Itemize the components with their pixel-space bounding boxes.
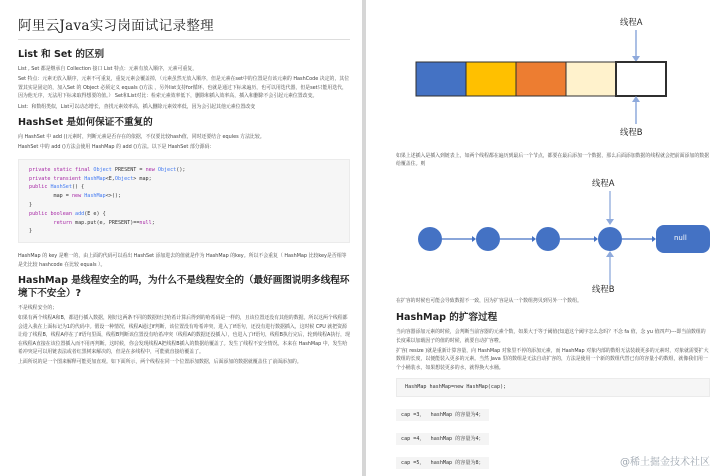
array-diagram <box>396 6 710 146</box>
paragraph: 在扩容的时候也可能会导致数据不一致，因为扩容是从一个数组拷贝到另外一个数组。 <box>396 297 582 304</box>
right-page <box>366 0 720 476</box>
code-line: public HashSet() { <box>29 184 85 191</box>
capacity-line: cap =4， hashMap 的容量为4； <box>396 433 489 445</box>
array-cell-4 <box>566 62 616 96</box>
capacity-line: cap =3， hashMap 的容量为4； <box>396 409 489 421</box>
section-heading-hashset: HashSet 是如何保证不重复的 <box>18 117 153 129</box>
code-line: private static final Object PRESENT = new Object(); <box>29 166 186 173</box>
code-block-hashset <box>18 159 350 243</box>
paragraph: 向 HashSet 中 add ()元素时，判断元素是否存在的依据，不仅要比较hash值，同时还要结合 equles 方法比较。 <box>18 134 265 141</box>
code-line: map = new HashMap<>(); <box>29 193 122 200</box>
thread-b-label: 线程B <box>592 283 615 294</box>
link-3-head <box>594 236 598 242</box>
capacity-line: cap =5， hashMap 的容量为8； <box>396 457 489 469</box>
section-heading-hashmap-safety: HashMap 是线程安全的吗，为什么不是线程安全的（最好画图说明多线程环境下不安全）? <box>18 275 350 300</box>
thread-a-label: 线程A <box>620 17 643 27</box>
list-node-2 <box>476 227 500 251</box>
array-cell-5 <box>616 62 666 96</box>
array-cell-3 <box>516 62 566 96</box>
code-line: } <box>29 202 33 209</box>
paragraph: 如果有两个线程A和B，都进行插入数据，刚好这两条不同的数据经过哈希计算后得到的哈希码是一样的，且该位置还没有其他的数据。所以这两个线程都会进入我在上面标记为1的代码中。假设一种情况，线程A通过if判断，该位置没有哈希冲突，进入了if语句，还没有进行数据插入，这时候 CPU 就把资源让给了线程B，线程A停在了if语句里面，线程B判断该位置没有哈希冲突（线程A的数据还没插入），也进入了if语句，线程B执行完后，轮到线程A执行，现在线程A直接在该位置插入而不用再判断。这时候，你会发现线程A把线程B插入的数据给覆盖了。发生了线程不安全情况。本来在 HashMap 中，发生哈希冲突是可以用链表法或者红黑树来解决的，但是在多线程中，可能就直接给覆盖了。 <box>18 315 350 356</box>
paragraph: 不是线程安全的； <box>18 305 58 312</box>
paragraph: HashMap 的 key 是唯一的，由上面的代码可以看出 HashSet 添加进去的值就是作为 HashMap 的key。所以不会重复（ HashMap 比较key是否相等是先比较 hashcode 在比较 equals ）。 <box>18 253 347 268</box>
array-cell-2 <box>466 62 516 96</box>
array-cell-1 <box>416 62 466 96</box>
arrow-a-head <box>606 219 614 225</box>
paragraph: List：和数组类似，List可以动态增长，查找元素效率高，插入删除元素效率低，因为会引起其他元素位置改变 <box>18 103 256 110</box>
array-diagram-svg <box>396 6 716 146</box>
paragraph: 如果上述插入是插入到链表上，如两个线程都在遍历到最后一个节点，都要在最后添加一个数据，那么后面添加数据的线程就会把前面添加的数据给覆盖住。则 <box>396 153 710 168</box>
code-line: return map.put(e, PRESENT)==null; <box>53 219 155 226</box>
paragraph: HashSet 中的 add ()方法会使用 HashMap 的 add ()方法。以下是 HashSet 部分源码： <box>18 144 215 151</box>
link-4-head <box>652 236 656 242</box>
code-line: private transient HashMap<E,Object> map; <box>29 175 152 182</box>
null-label: null <box>674 233 687 242</box>
watermark-text: @稀土掘金技术社区 <box>620 457 710 468</box>
link-1-head <box>472 236 476 242</box>
linked-list-svg <box>396 173 716 295</box>
thread-a-label: 线程A <box>592 177 615 188</box>
paragraph: Set 特点：元素无放入顺序，元素不可重复，重复元素会覆盖掉，（元素虽然无放入顺序，但是元素在set中的位置是有该元素的 HashCode 决定的，其位置其实是固定的，加入Set 的 Object 必须定义 equals ()方法 ，另外list支持for循环，也就是通过下标来遍历，也可以用迭代器，但是set只能用迭代，因为他无序，无法用下标来取得想要的值。） Set和List对比：检索元素效率低下，删除和插入效率高，插入和删除不会引起元素位置改变。 <box>18 76 350 100</box>
code-line: HashMap hashMap=new HashMap(cap); <box>405 384 507 391</box>
linked-list-diagram <box>396 173 710 295</box>
watermark <box>620 453 710 468</box>
code-line: public boolean add(E e) { <box>29 210 106 217</box>
list-node-1 <box>418 227 442 251</box>
section-heading-list-set: List 和 Set 的区别 <box>18 49 105 60</box>
arrow-b-head <box>606 251 614 257</box>
code-line: } <box>29 228 33 235</box>
paragraph: 扩容( resize )就是重新计算容量，向 HashMap 对象里不停的添加元素，而 HashMap 对象内部的数组无法装载更多的元素时，对象就需要扩大数组的长度，以便能装入更多的元素。当然 Java 里的数组是无法自动扩容的，方法是使用一个新的数组代替已有的容量小的数组，就像我们用一个小桶装水，如果想装更多的水，就得换大水桶。 <box>396 348 709 371</box>
thread-b-label: 线程B <box>620 127 643 137</box>
paragraph: 当向容器添加元素的时候，会判断当前容器的元素个数，如果大于等于阈值(知道这个阈字怎么念吗？不念 fa 值，念 yu 值四声)---即当前数组的长度乘以加载因子的值的时候，就要自动扩容啦。 <box>396 329 706 344</box>
section-heading-resize: HashMap 的扩容过程 <box>396 312 498 324</box>
paragraph: 上面所说的是一个图来解释可能更加直观。如下面所示，两个线程在同一个位置添加数据，后面添加的数据就覆盖住了前面添加的。 <box>18 359 302 366</box>
paragraph: List , Set 都是继承自 Collection 接口 List 特点：元素有放入顺序，元素可重复， <box>18 66 198 72</box>
list-node-3 <box>536 227 560 251</box>
code-block-hashmap <box>396 378 710 397</box>
list-node-4 <box>598 227 622 251</box>
page-title: 阿里云Java实习岗面试记录整理 <box>18 14 350 40</box>
link-2-head <box>532 236 536 242</box>
